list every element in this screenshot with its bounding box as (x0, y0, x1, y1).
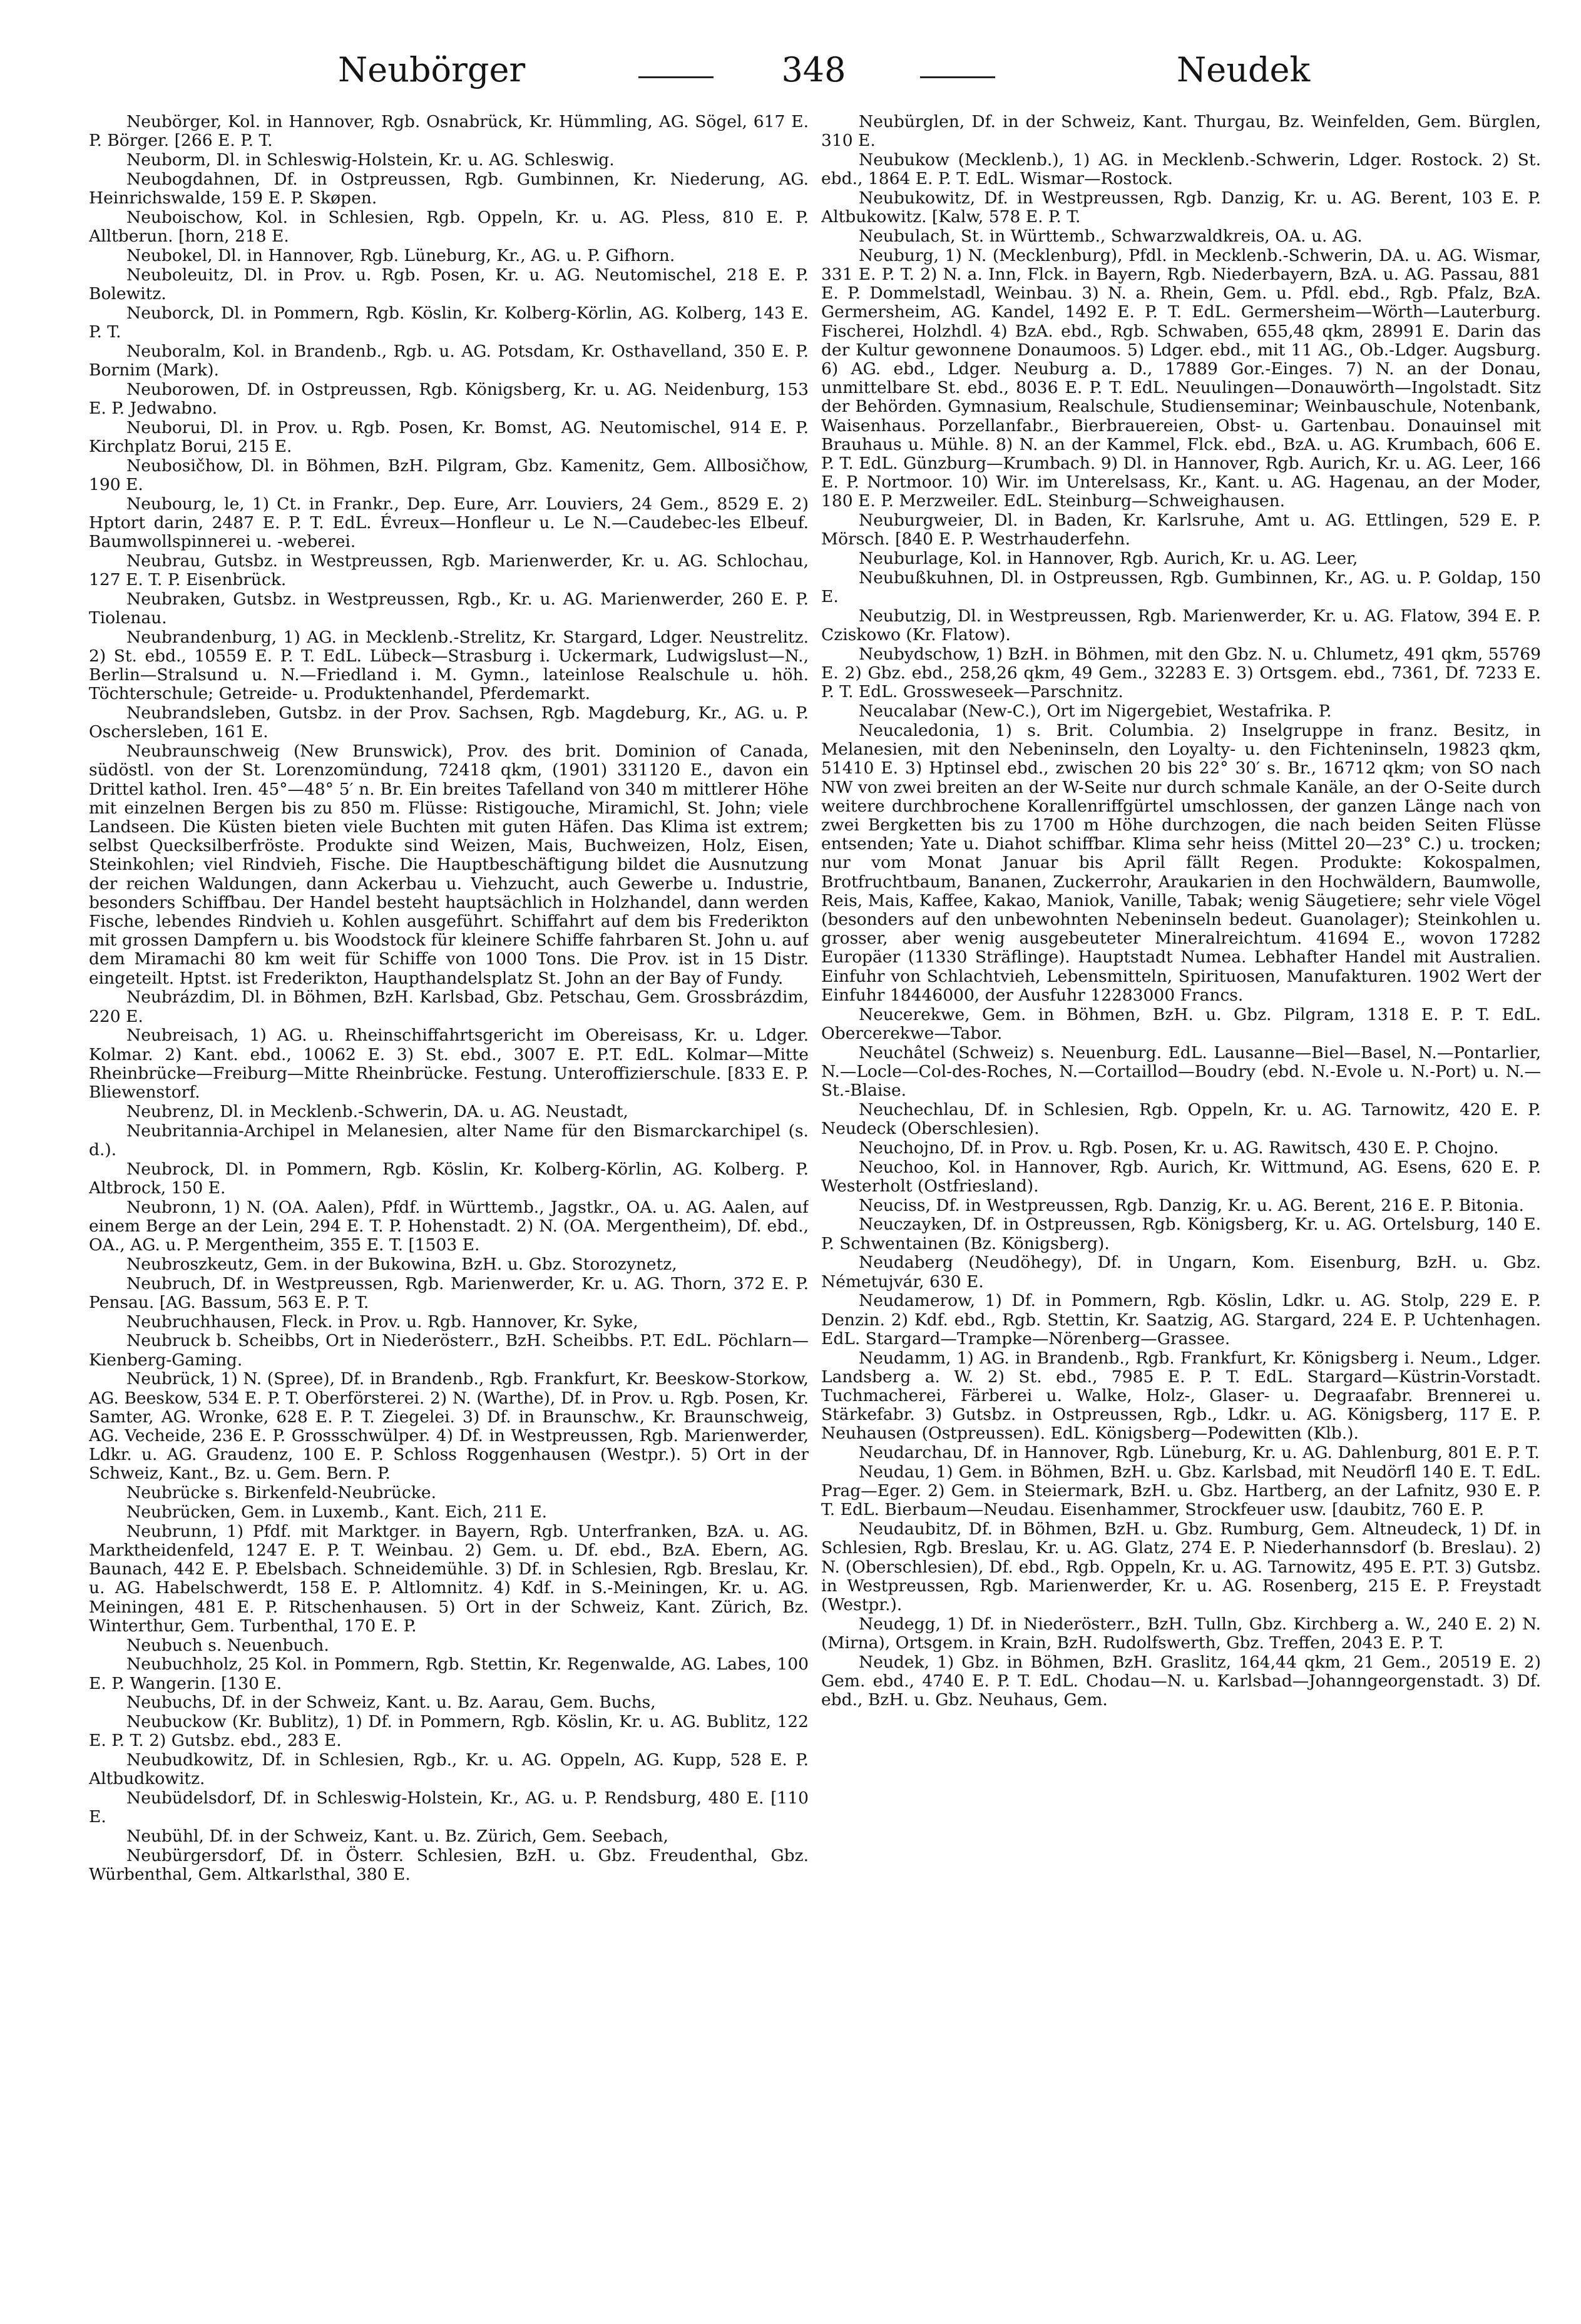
entry: Neubourg, le, 1) Ct. in Frankr., Dep. Eure, Arr. Louviers, 24 Gem., 8529 E. 2) Hptort darin, 2487 E. P. T. EdL. Évreux—Honfleur u. Le N.—Caudebec-les Elbeuf. Baumwollspinnerei u. -weberei. (89, 494, 809, 551)
entry: Neuborm, Dl. in Schleswig-Holstein, Kr. u. AG. Schleswig. (126, 150, 615, 170)
entry: Neubuckow (Kr. Bublitz), 1) Df. in Pommern, Rgb. Köslin, Kr. u. AG. Bublitz, 122 E. P. T. 2) Gutsbz. ebd., 283 E. (89, 1712, 809, 1751)
left-column (89, 113, 809, 2303)
entry: Neudaberg (Neudöhegy), Df. in Ungarn, Kom. Eisenburg, BzH. u. Gbz. Németujvár, 630 E. (821, 1253, 1541, 1292)
entry: Neudamerow, 1) Df. in Pommern, Rgb. Köslin, Ldkr. u. AG. Stolp, 229 E. P. Denzin. 2) Kdf. ebd., Rgb. Stettin, Kr. Saatzig, AG. Stargard, 224 E. P. Uchtenhagen. EdL. Stargard—Trampke—Nörenberg—Grassee. (821, 1291, 1541, 1348)
entry: Neubörger, Kol. in Hannover, Rgb. Osnabrück, Kr. Hümmling, AG. Sögel, 617 E. P. Börger. [266 E. P. T. (89, 113, 809, 151)
entry: Neuborowen, Df. in Ostpreussen, Rgb. Königsberg, Kr. u. AG. Neidenburg, 153 E. P. Jedwabno. (89, 379, 809, 418)
entry: Neubrücken, Gem. in Luxemb., Kant. Eich, 211 E. (126, 1502, 548, 1522)
entry: Neubußkuhnen, Dl. in Ostpreussen, Rgb. Gumbinnen, Kr., AG. u. P. Goldap, 150 E. (821, 568, 1541, 607)
entry: Neudamm, 1) AG. in Brandenb., Rgb. Frankfurt, Kr. Königsberg i. Neum., Ldger. Landsberg a. W. 2) St. ebd., 7985 E. P. T. EdL. Stargard—Küstrin-Vorstadt. Tuchmacherei, Färberei u. Walke, Holz-, Glaser- u. Degraafabr. Brennerei u. Stärkefabr. 3) Gutsbz. in Ostpreussen, Rgb., Ldkr. u. AG. Königsberg, 117 E. P. Neuhausen (Ostpreussen). EdL. Königsberg—Podewitten (Klb.). (821, 1348, 1541, 1444)
header-rule-right (920, 76, 995, 78)
entry: Neubukow (Mecklenb.), 1) AG. in Mecklenb.-Schwerin, Ldger. Rostock. 2) St. ebd., 1864 E. P. T. EdL. Wismar—Rostock. (821, 150, 1541, 189)
header-right-catchword: Neudek (1177, 50, 1311, 89)
header-rule-left (638, 76, 714, 78)
entry: Neubruchhausen, Fleck. in Prov. u. Rgb. Hannover, Kr. Syke, (126, 1312, 638, 1332)
entry: Neuboischow, Kol. in Schlesien, Rgb. Oppeln, Kr. u. AG. Pless, 810 E. P. Alltberun. [horn, 218 E. (89, 207, 809, 246)
entry: Neuchechlau, Df. in Schlesien, Rgb. Oppeln, Kr. u. AG. Tarnowitz, 420 E. P. Neudeck (Oberschlesien). (821, 1099, 1541, 1139)
entry: Neudarchau, Df. in Hannover, Rgb. Lüneburg, Kr. u. AG. Dahlenburg, 801 E. P. T. (859, 1443, 1540, 1463)
entry: Neubrock, Dl. in Pommern, Rgb. Köslin, Kr. Kolberg-Körlin, AG. Kolberg. P. Altbrock, 150 E. (89, 1159, 809, 1198)
entry: Neubraunschweig (New Brunswick), Prov. des brit. Dominion of Canada, südöstl. von der St. Lorenzomündung, 72418 qkm, (1901) 331120 E., davon ein Drittel kathol. Iren. 45°—48° 5′ n. Br. Ein breites Tafelland von 340 m mittlerer Höhe mit einzelnen Bergen bis zu 850 m. Flüsse: Ristigouche, Miramichl, St. John; viele Landseen. Die Küsten bieten viele Buchten mit guten Häfen. Das Klima ist extrem; selbst Quecksilberfröste. Produkte sind Weizen, Mais, Buchweizen, Holz, Eisen, Steinkohlen; viel Rindvieh, Fische. Die Hauptbeschäftigung bildet die Ausnutzung der reichen Waldungen, dann Ackerbau u. Viehzucht, auch Gewerbe u. Industrie, besonders Schiffbau. Der Handel besteht hauptsächlich in Holzhandel, dann werden Fische, lebendes Rindvieh u. Kohlen ausgeführt. Schiffahrt auf dem bis Frederikton mit grossen Dampfern u. bis Woodstock für kleinere Schiffe fahrbaren St. John u. auf dem Miramachi 80 km weit für Schiffe von 1000 Tons. Die Prov. ist in 15 Distr. eingeteilt. Hptst. ist Frederikton, Haupthandelsplatz St. John an der Bay of Fundy. (89, 742, 809, 988)
page-number: 348 (781, 50, 846, 89)
entry: Neucalabar (New-C.), Ort im Nigergebiet, Westafrika. P. (859, 701, 1332, 721)
entry: Neuchâtel (Schweiz) s. Neuenburg. EdL. Lausanne—Biel—Basel, N.—Pontarlier, N.—Locle—Col-des-Roches, N.—Cortaillod—Boudry (ebd. N.-Evole u. N.-Port) u. N.—St.-Blaise. (821, 1042, 1541, 1101)
entry: Neubukowitz, Df. in Westpreussen, Rgb. Danzig, Kr. u. AG. Berent, 103 E. P. Altbukowitz. [Kalw, 578 E. P. T. (821, 188, 1541, 227)
entry: Neubrázdim, Dl. in Böhmen, BzH. Karlsbad, Gbz. Petschau, Gem. Grossbrázdim, 220 E. (89, 987, 809, 1026)
entry: Neudaubitz, Df. in Böhmen, BzH. u. Gbz. Rumburg, Gem. Altneudeck, 1) Df. in Schlesien, Rgb. Breslau, Kr. u. AG. Glatz, 274 E. P. Niederhannsdorf (b. Breslau). 2) N. (Oberschlesien), Df. ebd., Rgb. Oppeln, Kr. u. AG. Tarnowitz, 495 E. P.T. 3) Gutsbz. in Westpreussen, Rgb. Marienwerder, Kr. u. AG. Rosenberg, 215 E. P. Freystadt (Westpr.). (821, 1519, 1541, 1615)
entry: Neubosičhow, Dl. in Böhmen, BzH. Pilgram, Gbz. Kamenitz, Gem. Allbosičhow, 190 E. (89, 456, 809, 494)
entry: Neuburg, 1) N. (Mecklenburg), Pfdl. in Mecklenb.-Schwerin, DA. u. AG. Wismar, 331 E. P. T. 2) N. a. Inn, Flck. in Bayern, Rgb. Niederbayern, BzA. u. AG. Passau, 881 E. P. Dommelstadl, Weinbau. 3) N. a. Rhein, Gem. u. Pfdl. ebd., Rgb. Pfalz, BzA. Germersheim, AG. Kandel, 1492 E. P. T. EdL. Germersheim—Wörth—Lauterburg. Fischerei, Holzhdl. 4) BzA. ebd., Rgb. Schwaben, 655,48 qkm, 28991 E. Darin das der Kultur gewonnene Donaumoos. 5) Ldger. ebd., mit 11 AG., Ob.-Ldger. Augsburg. 6) AG. ebd., Ldger. Neuburg a. D., 17889 Gor.-Einges. 7) N. an der Donau, unmittelbare St. ebd., 8036 E. P. T. EdL. Neuulingen—Donauwörth—Ingolstadt. Sitz der Behörden. Gymnasium, Realschule, Studienseminar; Weinbauschule, Notenbank, Waisenhaus. Porzellanfabr., Bierbrauereien, Obst- u. Gartenbau. Donauinsel mit Brauhaus u. Mühle. 8) N. an der Kammel, Flck. ebd., BzA. u. AG. Krumbach, 606 E. P. T. EdL. Günzburg—Krumbach. 9) Dl. in Hannover, Rgb. Aurich, Kr. u. AG. Leer, 166 E. P. Nortmoor. 10) Wir. im Unterelsass, Kr., Kant. u. AG. Hagenau, an der Moder, 180 E. P. Merzweiler. EdL. Steinburg—Schweighausen. (821, 245, 1541, 511)
entry: Neubürglen, Df. in der Schweiz, Kant. Thurgau, Bz. Weinfelden, Gem. Bürglen, 310 E. (821, 113, 1541, 151)
entry: Neuciss, Df. in Westpreussen, Rgb. Danzig, Kr. u. AG. Berent, 216 E. P. Bitonia. (859, 1195, 1524, 1215)
header-left-catchword: Neubörger (338, 50, 526, 89)
entry: Neubrandenburg, 1) AG. in Mecklenb.-Strelitz, Kr. Stargard, Ldger. Neustrelitz. 2) St. ebd., 10559 E. P. T. EdL. Lübeck—Strasburg i. Uckermark, Ludwigslust—N., Berlin—Stralsund u. N.—Friedland i. M. Gymn., lateinlose Realschule u. höh. Töchterschule; Getreide- u. Produktenhandel, Pferdemarkt. (89, 627, 809, 704)
entry: Neubrenz, Dl. in Mecklenb.-Schwerin, DA. u. AG. Neustadt, (126, 1101, 628, 1121)
entry: Neubrücke s. Birkenfeld-Neubrücke. (126, 1483, 437, 1503)
entry: Neucerekwe, Gem. in Böhmen, BzH. u. Gbz. Pilgram, 1318 E. P. T. EdL. Obercerekwe—Tabor. (821, 1004, 1541, 1043)
entry: Neubüdelsdorf, Df. in Schleswig-Holstein, Kr., AG. u. P. Rendsburg, 480 E. [110 E. (89, 1788, 809, 1827)
entry: Neuburgweier, Dl. in Baden, Kr. Karlsruhe, Amt u. AG. Ettlingen, 529 E. P. Mörsch. [840 E. P. Westrhauderfehn. (821, 511, 1541, 549)
entry: Neubrau, Gutsbz. in Westpreussen, Rgb. Marienwerder, Kr. u. AG. Schlochau, 127 E. T. P. Eisenbrück. (89, 551, 809, 589)
entry: Neuboleuitz, Dl. in Prov. u. Rgb. Posen, Kr. u. AG. Neutomischel, 218 E. P. Bolewitz. (89, 265, 809, 303)
entry: Neudegg, 1) Df. in Niederösterr., BzH. Tulln, Gbz. Kirchberg a. W., 240 E. 2) N. (Mirna), Ortsgem. in Krain, BzH. Rudolfswerth, Gbz. Treffen, 2043 E. P. T. (821, 1614, 1541, 1653)
entry: Neucaledonia, 1) s. Brit. Columbia. 2) Inselgruppe in franz. Besitz, in Melanesien, mit den Nebeninseln, den Loyalty- u. den Fichteninseln, 19823 qkm, 51410 E. 3) Hptinsel ebd., zwischen 20 bis 22° 30′ s. Br., 16712 qkm; von SO nach NW von zwei breiten an der W-Seite nur durch schmale Kanäle, an der O-Seite durch weitere durchbrochene Korallenriffgürtel umschlossen, der ganzen Länge nach von zwei Bergketten bis zu 1700 m Höhe durchzogen, die nach beiden Seiten Flüsse entsenden; Yate u. Diahot schiffbar. Klima sehr heiss (Mittel 20—23° C.) u. trocken; nur vom Monat Januar bis April fällt Regen. Produkte: Kokospalmen, Brotfruchtbaum, Bananen, Zuckerrohr, Araukarien in den Hochwäldern, Baumwolle, Reis, Mais, Kaffee, Kakao, Maniok, Vanille, Tabak; wenig Säugetiere; sehr viele Vögel (besonders auf den unbewohnten Nebeninseln bedeut. Guanolager); Steinkohlen u. grosser, aber wenig ausgebeuteter Mineralreichtum. 41694 E., wovon 17282 Europäer (11330 Sträflinge). Hauptstadt Numea. Lebhafter Handel mit Australien. Einfuhr von Schlachtvieh, Lebensmitteln, Spirituosen, Manufakturen. 1902 Wert der Einfuhr 18446000, der Ausfuhr 12283000 Francs. (821, 721, 1541, 1005)
entry: Neubydschow, 1) BzH. in Böhmen, mit den Gbz. N. u. Chlumetz, 491 qkm, 55769 E. 2) Gbz. ebd., 258,26 qkm, 49 Gem., 32283 E. 3) Ortsgem. ebd., 7361, Df. 7233 E. P. T. EdL. Grossweseek—Parschnitz. (821, 645, 1541, 702)
entry: Neubreisach, 1) AG. u. Rheinschiffahrtsgericht im Obereisass, Kr. u. Ldger. Kolmar. 2) Kant. ebd., 10062 E. 3) St. ebd., 3007 E. P.T. EdL. Kolmar—Mitte Rheinbrücke—Freiburg—Mitte Rheinbrücke. Festung. Unteroffizierschule. [833 E. P. Bliewenstorf. (89, 1026, 809, 1103)
entry: Neubrandsleben, Gutsbz. in der Prov. Sachsen, Rgb. Magdeburg, Kr., AG. u. P. Oschersleben, 161 E. (89, 703, 809, 742)
entry: Neuburlage, Kol. in Hannover, Rgb. Aurich, Kr. u. AG. Leer, (859, 549, 1358, 569)
entry: Neudek, 1) Gbz. in Böhmen, BzH. Graslitz, 164,44 qkm, 21 Gem., 20519 E. 2) Gem. ebd., 4740 E. P. T. EdL. Chodau—N. u. Karlsbad—Johanngeorgenstadt. 3) Df. ebd., BzH. u. Gbz. Neuhaus, Gem. (821, 1652, 1541, 1710)
entry: Neubutzig, Dl. in Westpreussen, Rgb. Marienwerder, Kr. u. AG. Flatow, 394 E. P. Cziskowo (Kr. Flatow). (821, 606, 1541, 645)
entry: Neubruch, Df. in Westpreussen, Rgb. Marienwerder, Kr. u. AG. Thorn, 372 E. P. Pensau. [AG. Bassum, 563 E. P. T. (89, 1273, 809, 1312)
entry: Neubuch s. Neuenbuch. (126, 1635, 329, 1655)
right-column (821, 113, 1541, 2303)
entry: Neuborui, Dl. in Prov. u. Rgb. Posen, Kr. Bomst, AG. Neutomischel, 914 E. P. Kirchplatz Borui, 215 E. (89, 417, 809, 456)
entry: Neubuchholz, 25 Kol. in Pommern, Rgb. Stettin, Kr. Regenwalde, AG. Labes, 100 E. P. Wangerin. [130 E. (89, 1654, 809, 1693)
entry: Neubrunn, 1) Pfdf. mit Marktger. in Bayern, Rgb. Unterfranken, BzA. u. AG. Marktheidenfeld, 1247 E. P. T. Weinbau. 2) Gem. u. Df. ebd., BzA. Ebern, AG. Baunach, 442 E. P. Ebelsbach. Schneidemühle. 3) Df. in Schlesien, Rgb. Breslau, Kr. u. AG. Habelschwerdt, 158 E. P. Altlomnitz. 4) Kdf. in S.-Meiningen, Kr. u. AG. Meiningen, 481 E. P. Ritschenhausen. 5) Ort in der Schweiz, Kant. Zürich, Bz. Winterthur, Gem. Turbenthal, 170 E. P. (89, 1521, 809, 1636)
entry: Neuchojno, Df. in Prov. u. Rgb. Posen, Kr. u. AG. Rawitsch, 430 E. P. Chojno. (859, 1138, 1499, 1158)
entry: Neuboralm, Kol. in Brandenb., Rgb. u. AG. Potsdam, Kr. Osthavelland, 350 E. P. Bornim (Mark). (89, 341, 809, 380)
entry: Neubokel, Dl. in Hannover, Rgb. Lüneburg, Kr., AG. u. P. Gifhorn. (126, 245, 675, 265)
entry: Neubrück, 1) N. (Spree), Df. in Brandenb., Rgb. Frankfurt, Kr. Beeskow-Storkow, AG. Beeskow, 534 E. P. T. Oberförsterei. 2) N. (Warthe), Df. in Prov. u. Rgb. Posen, Kr. Samter, AG. Wronke, 628 E. P. T. Ziegelei. 3) Df. in Braunschw., Kr. Braunschweig, AG. Vecheide, 236 E. P. Grossschwülper. 4) Df. in Westpreussen, Rgb. Marienwerder, Ldkr. u. AG. Graudenz, 100 E. P. Schloss Roggenhausen (Westpr.). 5) Ort in der Schweiz, Kant., Bz. u. Gem. Bern. P. (89, 1369, 809, 1484)
entry: Neubroszkeutz, Gem. in der Bukowina, BzH. u. Gbz. Storozynetz, (126, 1254, 677, 1274)
entry: Neubürgersdorf, Df. in Österr. Schlesien, BzH. u. Gbz. Freudenthal, Gbz. Würbenthal, Gem. Altkarlsthal, 380 E. (89, 1846, 809, 1885)
entry: Neubogdahnen, Df. in Ostpreussen, Rgb. Gumbinnen, Kr. Niederung, AG. Heinrichswalde, 159 E. P. Skøpen. (89, 169, 809, 208)
entry: Neubruck b. Scheibbs, Ort in Niederösterr., BzH. Scheibbs. P.T. EdL. Pöchlarn—Kienberg-Gaming. (89, 1331, 809, 1370)
entry: Neuchoo, Kol. in Hannover, Rgb. Aurich, Kr. Wittmund, AG. Esens, 620 E. P. Westerholt (Ostfriesland). (821, 1157, 1541, 1196)
entry: Neuborck, Dl. in Pommern, Rgb. Köslin, Kr. Kolberg-Körlin, AG. Kolberg, 143 E. P. T. (89, 303, 809, 342)
entry: Neubritannia-Archipel in Melanesien, alter Name für den Bismarckarchipel (s. d.). (89, 1121, 809, 1159)
entry: Neubronn, 1) N. (OA. Aalen), Pfdf. in Württemb., Jagstkr., OA. u. AG. Aalen, auf einem Berge an der Lein, 294 E. T. P. Hohenstadt. 2) N. (OA. Mergentheim), Df. ebd., OA., AG. u. P. Mergentheim, 355 E. T. [1503 E. (89, 1197, 809, 1255)
entry: Neubulach, St. in Württemb., Schwarzwaldkreis, OA. u. AG. (859, 227, 1363, 246)
entry: Neubudkowitz, Df. in Schlesien, Rgb., Kr. u. AG. Oppeln, AG. Kupp, 528 E. P. Altbudkowitz. (89, 1750, 809, 1789)
page-header (88, 44, 1490, 100)
entry: Neudau, 1) Gem. in Böhmen, BzH. u. Gbz. Karlsbad, mit Neudörfl 140 E. T. EdL. Prag—Eger. 2) Gem. in Steiermark, BzH. u. Gbz. Hartberg, an der Lafnitz, 930 E. P. T. EdL. Bierbaum—Neudau. Eisenhammer, Strockfeuer usw. [daubitz, 760 E. P. (821, 1462, 1541, 1520)
entry: Neubühl, Df. in der Schweiz, Kant. u. Bz. Zürich, Gem. Seebach, (126, 1827, 668, 1847)
entry: Neubraken, Gutsbz. in Westpreussen, Rgb., Kr. u. AG. Marienwerder, 260 E. P. Tiolenau. (89, 589, 809, 628)
entry: Neuczayken, Df. in Ostpreussen, Rgb. Königsberg, Kr. u. AG. Ortelsburg, 140 E. P. Schwentainen (Bz. Königsberg). (821, 1215, 1541, 1253)
entry: Neubuchs, Df. in der Schweiz, Kant. u. Bz. Aarau, Gem. Buchs, (126, 1693, 656, 1713)
